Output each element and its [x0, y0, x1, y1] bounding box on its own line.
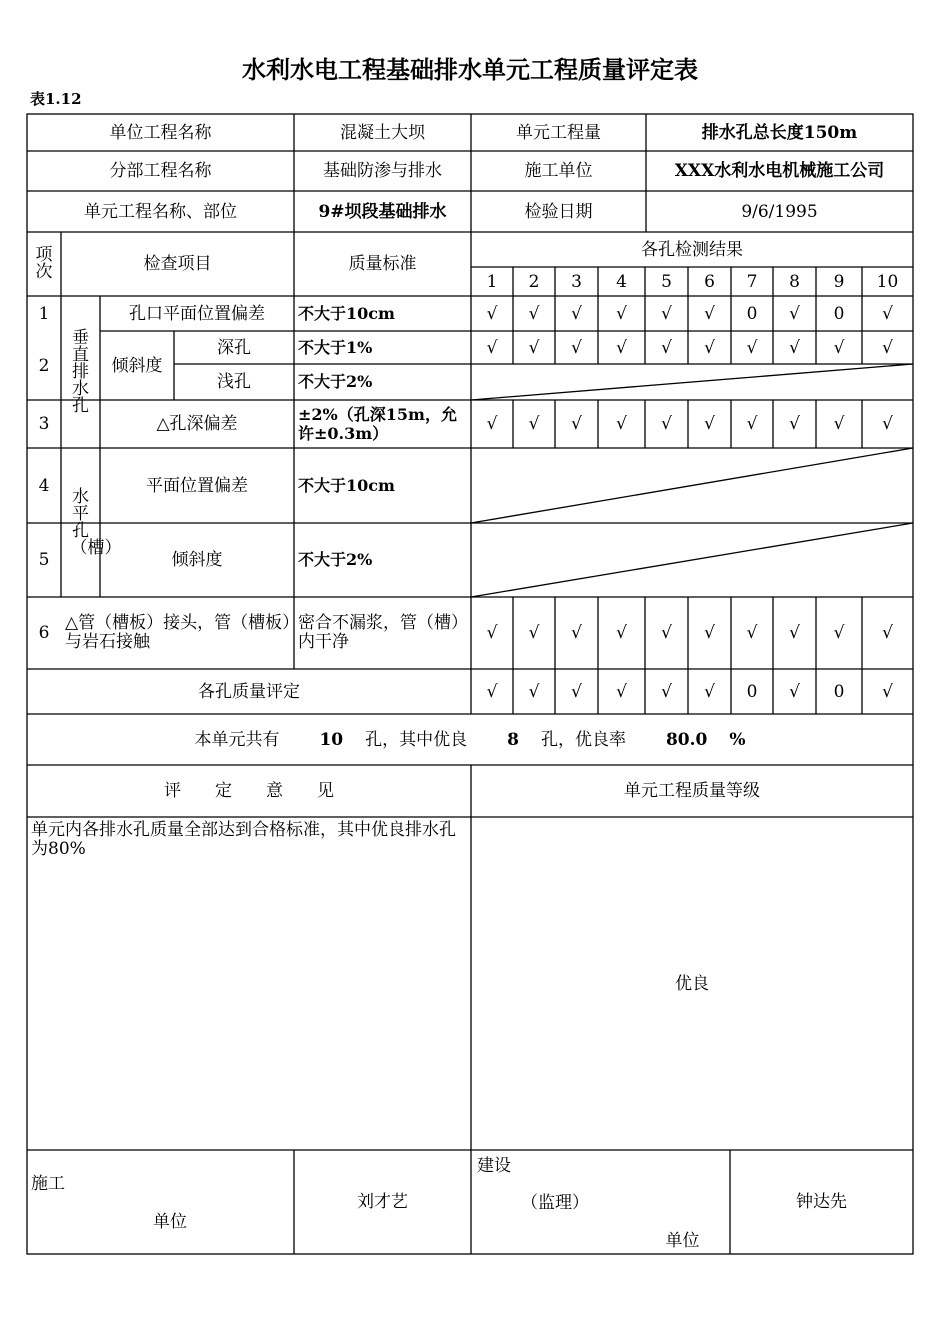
- owner-label-2: （监理）: [521, 1193, 589, 1213]
- r3-hole-6: √: [704, 414, 715, 434]
- item-shallow-hole: 浅孔: [217, 372, 251, 392]
- item-plane-position: 平面位置偏差: [146, 475, 248, 496]
- r2-hole-1: √: [486, 337, 498, 358]
- r3-hole-10: √: [882, 414, 893, 434]
- r6-hole-8: √: [789, 623, 800, 643]
- r2-hole-9: √: [833, 337, 845, 358]
- r3-hole-3: √: [571, 414, 582, 434]
- r3-hole-8: √: [789, 414, 800, 434]
- r6-hole-10: √: [882, 623, 893, 643]
- construction-label-2: 单位: [153, 1212, 187, 1232]
- r2-hole-2: √: [528, 337, 540, 358]
- r3-hole-4: √: [616, 414, 627, 434]
- inspect-date-value: 9/6/1995: [741, 201, 818, 222]
- row-no-5: 5: [38, 550, 50, 570]
- summary-text-3: 孔，优良率: [540, 729, 626, 750]
- hole-number-2: 2: [528, 271, 540, 292]
- r2-hole-8: √: [789, 337, 800, 358]
- hole-number-3: 3: [571, 271, 582, 292]
- r3-hole-5: √: [661, 414, 672, 434]
- check-item-header: 检查项目: [143, 254, 212, 274]
- item-no-header: 项次: [35, 245, 53, 282]
- unit-quantity-value: 排水孔总长度150m: [701, 122, 858, 143]
- r1-hole-5: √: [661, 303, 672, 324]
- grade-value: 优良: [675, 973, 709, 994]
- unit-name-value: 9#坝段基础排水: [318, 201, 447, 222]
- r6-hole-1: √: [486, 623, 498, 643]
- row-no-2: 2: [38, 355, 50, 376]
- summary-excellent: 8: [507, 729, 519, 750]
- hole-number-5: 5: [661, 271, 672, 292]
- overall-label: 各孔质量评定: [198, 681, 300, 702]
- opinion-text: 单元内各排水孔质量全部达到合格标准，其中优良排水孔为80%: [31, 820, 456, 859]
- division-name-value: 基础防渗与排水: [323, 161, 442, 181]
- hole-number-9: 9: [833, 271, 845, 292]
- r3-hole-7: √: [746, 414, 758, 434]
- row-no-4: 4: [38, 475, 50, 496]
- summary-text-2: 孔，其中优良: [365, 729, 468, 750]
- summary-total: 10: [319, 729, 344, 750]
- owner-label-1: 建设: [477, 1156, 511, 1176]
- standard-2: 不大于1%: [298, 337, 373, 357]
- r1-hole-9: 0: [833, 303, 845, 324]
- tilt-group: 倾斜度: [111, 355, 163, 376]
- r1-hole-10: √: [882, 303, 893, 324]
- overall-hole-7: 0: [746, 681, 758, 702]
- summary-rate: 80.0: [665, 729, 708, 750]
- summary-line: [27, 714, 913, 765]
- r2-hole-4: √: [616, 337, 627, 358]
- opinion-label: 评 定 意 见: [164, 781, 334, 801]
- contractor-label: 施工单位: [524, 161, 593, 181]
- hole-number-6: 6: [704, 271, 715, 292]
- unit-project-name-label: 单位工程名称: [109, 122, 212, 143]
- construction-person: 刘才艺: [357, 1192, 408, 1212]
- r6-hole-9: √: [833, 623, 845, 643]
- unit-project-name-value: 混凝土大坝: [340, 122, 425, 143]
- inspect-date-label: 检验日期: [524, 201, 593, 222]
- table-number: 表1.12: [30, 90, 82, 108]
- overall-hole-1: √: [486, 681, 498, 702]
- standard-6: 密合不漏浆，管（槽）内干净: [298, 613, 468, 652]
- hole-number-10: 10: [876, 271, 899, 292]
- row-no-3: 3: [38, 414, 50, 434]
- r1-hole-7: 0: [746, 303, 758, 324]
- horizontal-hole-group: 水平孔（槽）: [70, 486, 122, 558]
- vertical-hole-group: 垂直排水孔: [72, 327, 89, 416]
- r1-hole-2: √: [528, 303, 540, 324]
- r6-hole-5: √: [661, 623, 672, 643]
- hole-number-1: 1: [486, 271, 498, 292]
- hole-number-8: 8: [789, 271, 800, 292]
- unit-name-label: 单元工程名称、部位: [84, 201, 237, 222]
- r6-hole-4: √: [616, 623, 627, 643]
- r6-hole-2: √: [528, 623, 540, 643]
- r6-hole-6: √: [704, 623, 715, 643]
- r6-hole-7: √: [746, 623, 758, 643]
- r1-hole-3: √: [571, 303, 582, 324]
- unit-quantity-label: 单元工程量: [516, 122, 601, 143]
- grade-label: 单元工程质量等级: [624, 781, 760, 801]
- r6-hole-3: √: [571, 623, 582, 643]
- owner-person: 钟达先: [796, 1192, 847, 1212]
- r1-hole-4: √: [616, 303, 627, 324]
- r3-hole-9: √: [833, 414, 845, 434]
- contractor-value: XXX水利水电机械施工公司: [674, 161, 885, 181]
- overall-hole-2: √: [528, 681, 540, 702]
- r2-hole-5: √: [661, 337, 672, 358]
- page-title: 水利水电工程基础排水单元工程质量评定表: [242, 55, 698, 84]
- hole-number-4: 4: [616, 271, 627, 292]
- owner-label-3: 单位: [665, 1231, 700, 1251]
- standard-2b: 不大于2%: [298, 372, 373, 391]
- r1-hole-6: √: [704, 303, 715, 324]
- r2-hole-7: √: [746, 337, 758, 358]
- row-no-6: 6: [38, 623, 50, 643]
- standard-header: 质量标准: [348, 254, 417, 274]
- summary-pct: %: [729, 729, 746, 750]
- overall-hole-3: √: [571, 681, 582, 702]
- item-tilt: 倾斜度: [171, 550, 223, 570]
- r2-hole-3: √: [571, 337, 582, 358]
- results-header: 各孔检测结果: [641, 239, 743, 260]
- r3-hole-2: √: [528, 414, 540, 434]
- overall-hole-5: √: [661, 681, 672, 702]
- overall-hole-10: √: [882, 681, 893, 702]
- item-depth-deviation: △孔深偏差: [156, 414, 238, 434]
- hole-number-7: 7: [746, 271, 758, 292]
- standard-4: 不大于10cm: [298, 475, 395, 495]
- r2-hole-6: √: [704, 337, 715, 358]
- overall-hole-9: 0: [833, 681, 845, 702]
- standard-1: 不大于10cm: [298, 303, 395, 323]
- item-deep-hole: 深孔: [217, 337, 251, 358]
- standard-5: 不大于2%: [298, 550, 373, 569]
- r2-hole-10: √: [882, 337, 893, 358]
- item-position-deviation: 孔口平面位置偏差: [129, 303, 265, 324]
- item-pipe-joint: △管（槽板）接头，管（槽板）与岩石接触: [65, 613, 291, 652]
- r3-hole-1: √: [486, 414, 498, 434]
- construction-label-1: 施工: [31, 1174, 65, 1194]
- summary-text-1: 本单元共有: [194, 729, 280, 750]
- r1-hole-8: √: [789, 303, 800, 324]
- overall-hole-8: √: [789, 681, 800, 702]
- division-name-label: 分部工程名称: [109, 161, 212, 181]
- standard-3: ±2%（孔深15m，允许±0.3m）: [298, 405, 457, 443]
- overall-hole-6: √: [704, 681, 715, 702]
- r1-hole-1: √: [486, 303, 498, 324]
- overall-hole-4: √: [616, 681, 627, 702]
- row-no-1: 1: [38, 303, 50, 324]
